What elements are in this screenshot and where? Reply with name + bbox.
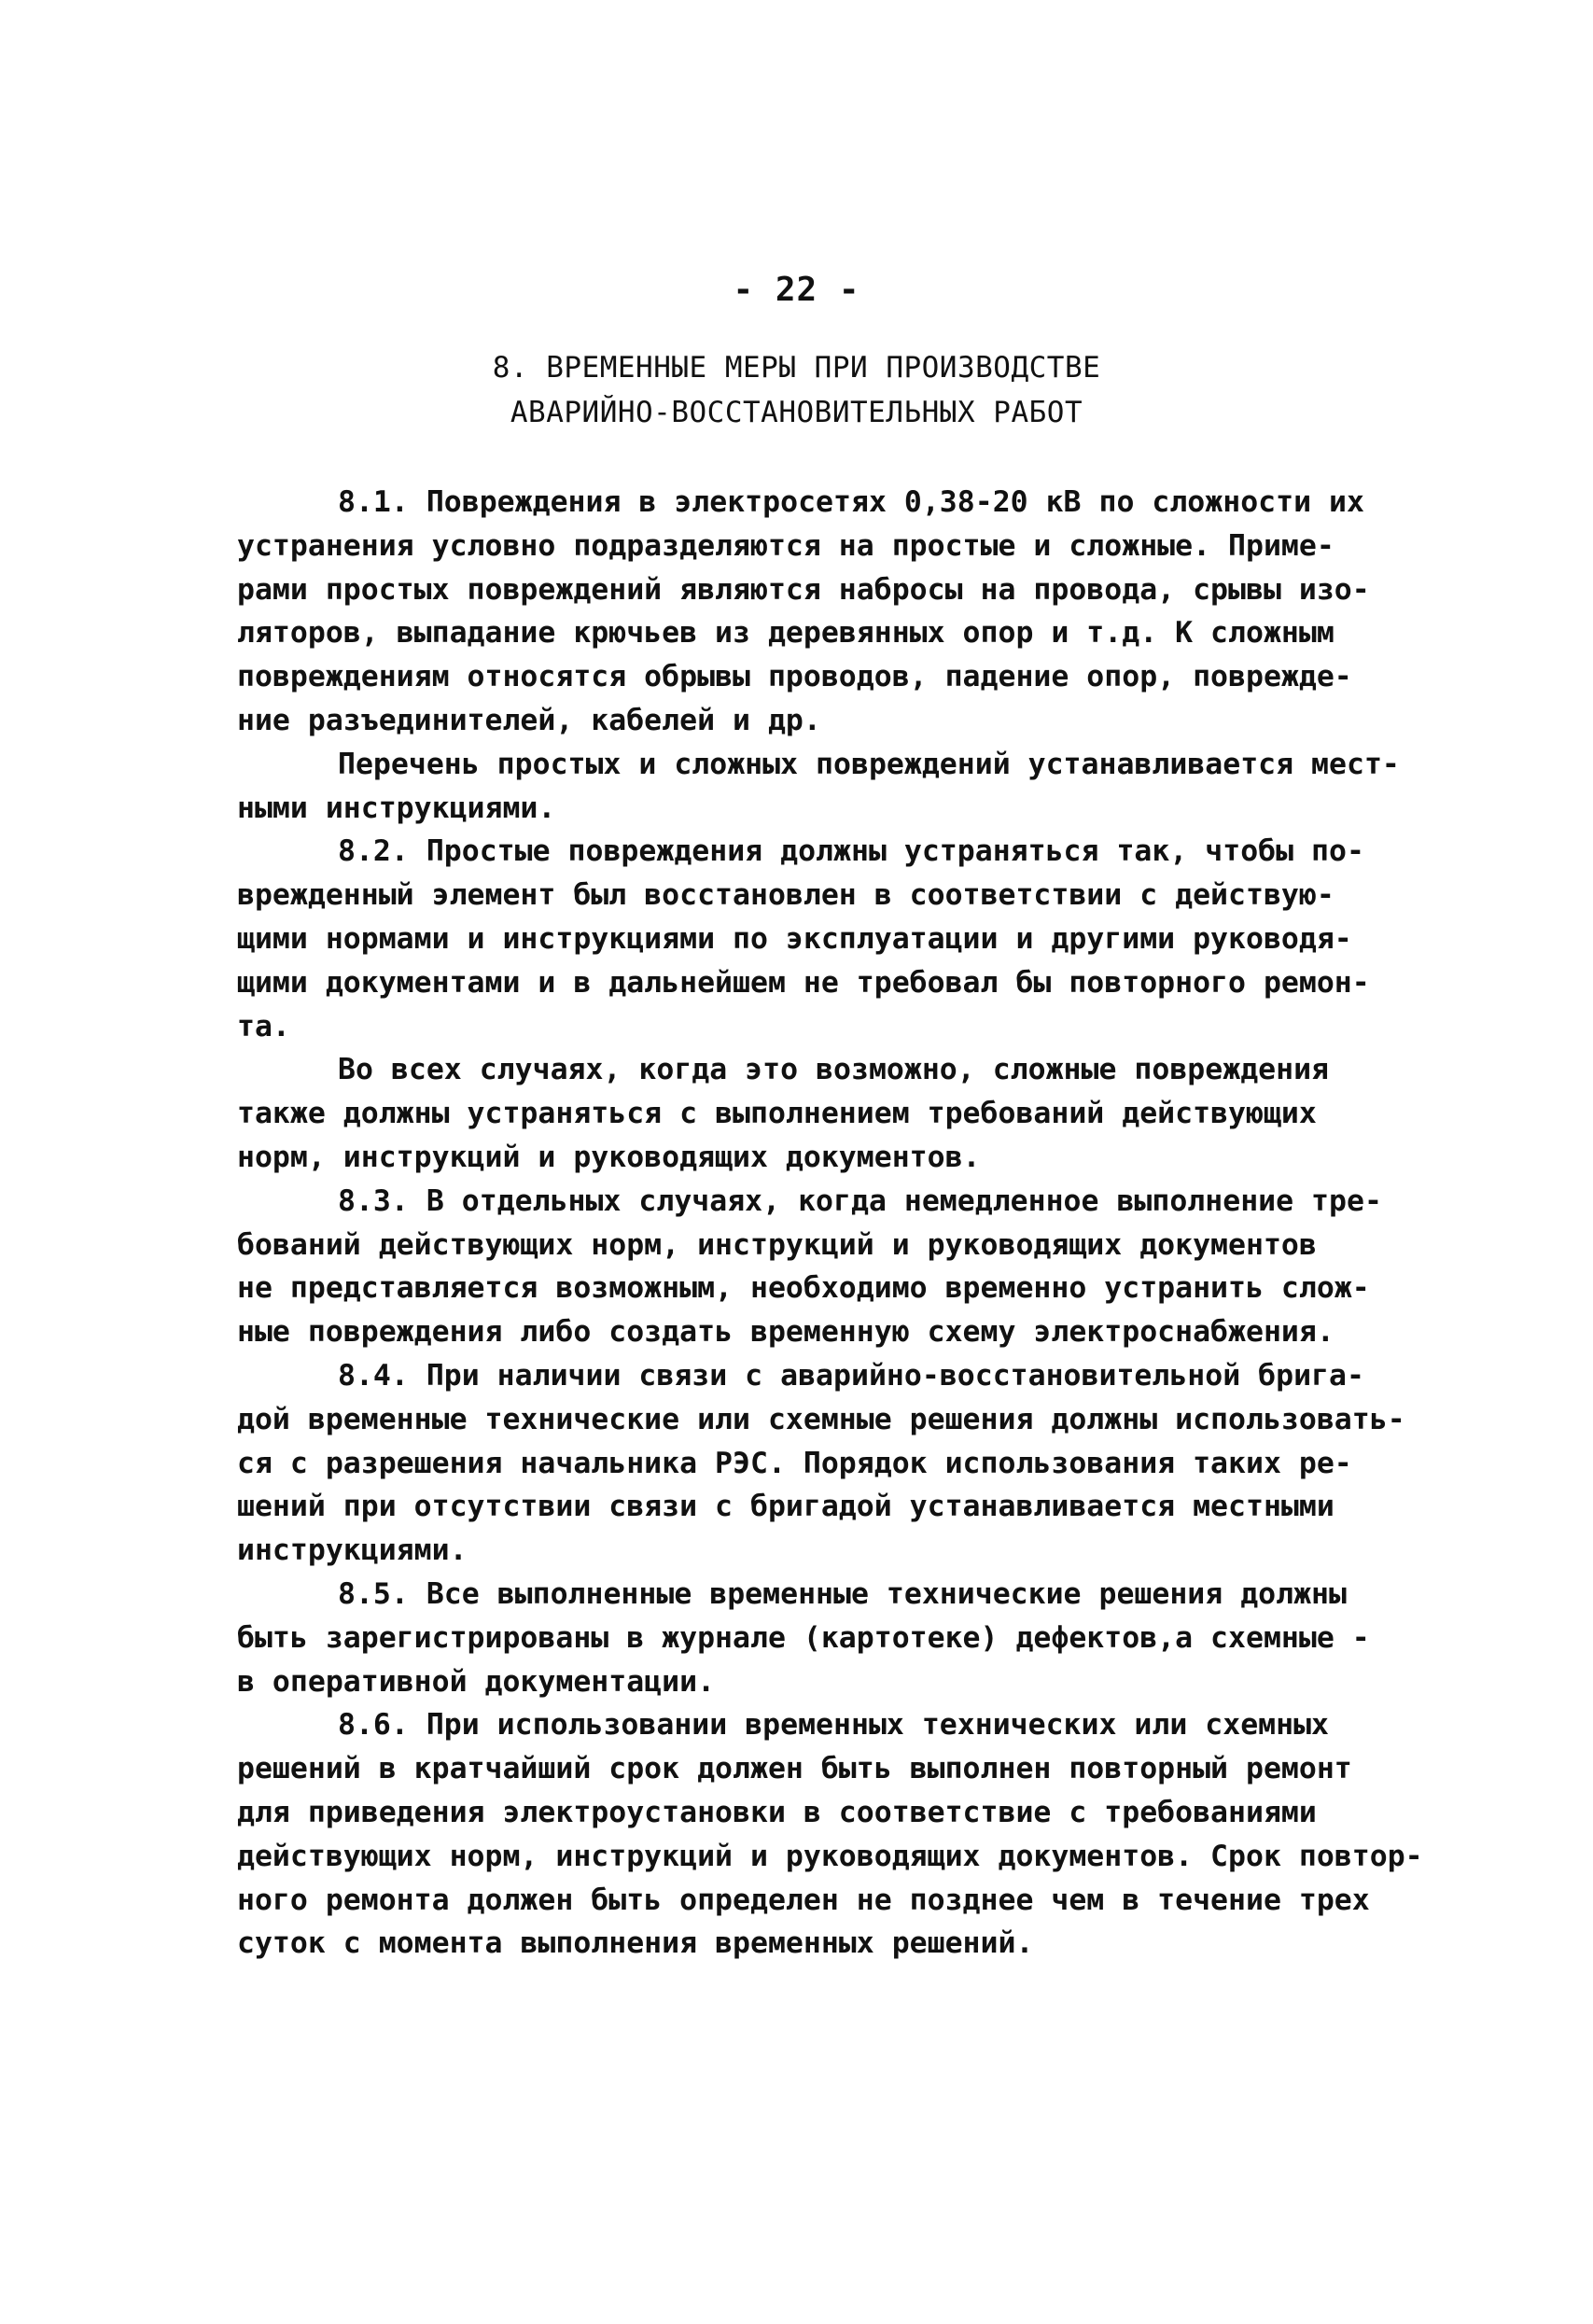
text-line: инструкциями. xyxy=(237,1533,468,1568)
text-line: ного ремонта должен быть определен не позднее чем в течение трех xyxy=(237,1883,1370,1917)
page-number: - 22 - xyxy=(733,271,860,309)
text-line: ные повреждения либо создать временную схему электроснабжения. xyxy=(237,1315,1334,1350)
text-line: ние разъединителей, кабелей и др. xyxy=(237,703,821,737)
document-body xyxy=(237,481,1450,1966)
text-line: Во всех случаях, когда это возможно, сложные повреждения xyxy=(338,1053,1330,1087)
text-line: 8.2. Простые повреждения должны устраняться так, чтобы по- xyxy=(338,834,1364,869)
text-line: Перечень простых и сложных повреждений устанавливается мест- xyxy=(338,747,1400,781)
text-line: шений при отсутствии связи с бригадой устанавливается местными xyxy=(237,1490,1334,1524)
text-line: дой временные технические или схемные решения должны использовать- xyxy=(237,1402,1405,1436)
text-line: норм, инструкций и руководящих документов. xyxy=(237,1140,981,1174)
text-line: щими нормами и инструкциями по эксплуатации и другими руководя- xyxy=(237,921,1352,956)
text-line: та. xyxy=(237,1009,290,1043)
text-line: 8.6. При использовании временных технических или схемных xyxy=(338,1708,1330,1743)
text-line: 8.3. В отдельных случаях, когда немедленное выполнение тре- xyxy=(338,1183,1382,1218)
text-line: суток с момента выполнения временных решений. xyxy=(237,1926,1034,1961)
text-line: бований действующих норм, инструкций и руководящих документов xyxy=(237,1227,1317,1262)
text-line: 8.1. Повреждения в электросетях 0,38-20 кВ по сложности их xyxy=(338,485,1364,519)
text-line: решений в кратчайший срок должен быть выполнен повторный ремонт xyxy=(237,1752,1352,1786)
text-line: действующих норм, инструкций и руководящих документов. Срок повтор- xyxy=(237,1839,1423,1873)
text-line: устранения условно подразделяются на простые и сложные. Приме- xyxy=(237,528,1334,563)
text-line: ся с разрешения начальника РЭС. Порядок использования таких ре- xyxy=(237,1446,1352,1480)
section-title-line-1: 8. ВРЕМЕННЫЕ МЕРЫ ПРИ ПРОИЗВОДСТВЕ xyxy=(492,351,1101,385)
section-title-line-2: АВАРИЙНО-ВОССТАНОВИТЕЛЬНЫХ РАБОТ xyxy=(510,396,1083,429)
text-line: 8.4. При наличии связи с аварийно-восстановительной брига- xyxy=(338,1358,1364,1393)
text-line: ными инструкциями. xyxy=(237,791,556,825)
text-line: рами простых повреждений являются набросы на провода, срывы изо- xyxy=(237,572,1370,607)
text-line: для приведения электроустановки в соответствие с требованиями xyxy=(237,1795,1317,1829)
text-line: 8.5. Все выполненные временные технические решения должны xyxy=(338,1576,1347,1611)
text-line: быть зарегистрированы в журнале (картотеке) дефектов,а схемные - xyxy=(237,1620,1370,1655)
text-line: ляторов, выпадание крючьев из деревянных опор и т.д. К сложным xyxy=(237,616,1334,651)
text-line: щими документами и в дальнейшем не требовал бы повторного ремон- xyxy=(237,965,1370,1000)
text-line: не представляется возможным, необходимо временно устранить слож- xyxy=(237,1271,1370,1306)
section-title xyxy=(0,345,1593,435)
text-line: повреждениям относятся обрывы проводов, падение опор, поврежде- xyxy=(237,660,1352,694)
text-line: врежденный элемент был восстановлен в соответствии с действую- xyxy=(237,878,1334,913)
text-line: также должны устраняться с выполнением требований действующих xyxy=(237,1097,1317,1131)
text-line: в оперативной документации. xyxy=(237,1664,716,1699)
